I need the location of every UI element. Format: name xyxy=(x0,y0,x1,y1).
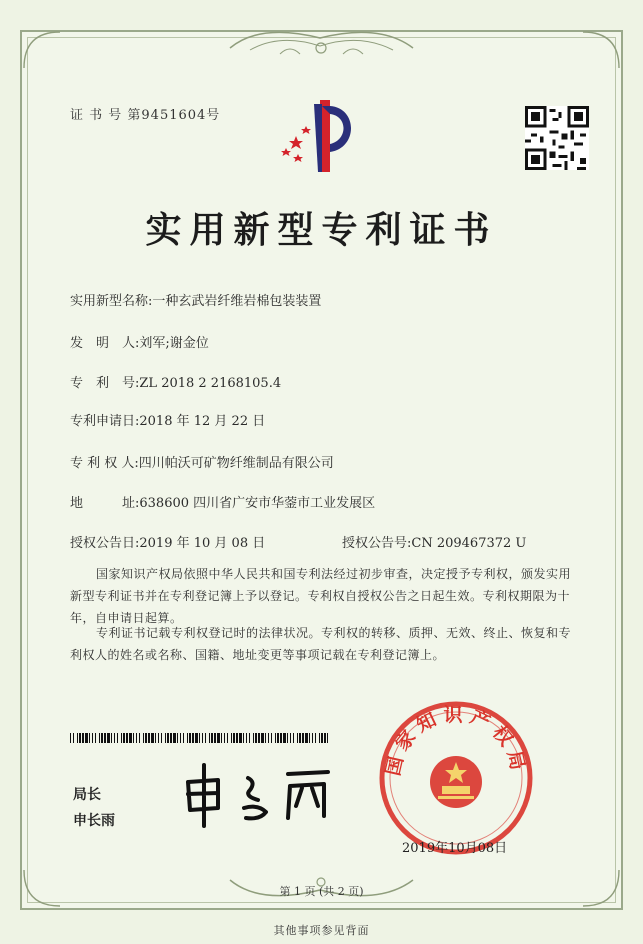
barcode-bar xyxy=(293,733,294,743)
barcode-bar xyxy=(114,733,115,743)
barcode-bar xyxy=(287,733,288,743)
barcode-bar xyxy=(187,733,188,743)
patent-number-label: 专 利 号: xyxy=(70,376,140,391)
barcode-bar xyxy=(192,733,194,743)
barcode-bar xyxy=(189,733,191,743)
barcode-bar xyxy=(167,733,169,743)
barcode-bar xyxy=(195,733,198,743)
barcode-bar xyxy=(123,733,125,743)
cnipa-logo xyxy=(272,96,362,176)
barcode-bar xyxy=(268,733,269,743)
barcode-bar xyxy=(327,733,328,743)
field-patent-number xyxy=(70,372,281,391)
field-name xyxy=(70,290,321,309)
barcode-bar xyxy=(321,733,323,743)
barcode-bar xyxy=(89,733,90,743)
barcode-bar xyxy=(136,733,137,743)
field-grant-number xyxy=(342,532,526,551)
barcode-bar xyxy=(305,733,308,743)
barcode-bar xyxy=(221,733,222,743)
page-number: 第 1 页 (共 2 页) xyxy=(279,885,364,898)
grant-number-value: CN 209467372 U xyxy=(411,536,527,551)
barcode-bar xyxy=(315,733,316,743)
barcode-bar xyxy=(224,733,225,743)
barcode-bar xyxy=(165,733,166,743)
barcode-bar xyxy=(173,733,176,743)
barcode-bar xyxy=(199,733,200,743)
barcode-bar xyxy=(101,733,103,743)
barcode-bar xyxy=(77,733,78,743)
barcode-bar xyxy=(180,733,181,743)
barcode-bar xyxy=(111,733,112,743)
inventor-label: 发 明 人: xyxy=(70,336,140,351)
filing-date-label: 专利申请日: xyxy=(70,414,140,429)
barcode-bar xyxy=(258,733,260,743)
field-filing-date xyxy=(70,410,265,429)
inventor-value: 刘军;谢金位 xyxy=(139,336,209,351)
barcode-bar xyxy=(265,733,266,743)
grant-date-value: 2019 年 10 月 08 日 xyxy=(139,536,266,551)
barcode-bar xyxy=(211,733,213,743)
top-ornament xyxy=(220,18,423,68)
field-patentee xyxy=(70,452,334,471)
barcode-bar xyxy=(217,733,220,743)
body-paragraph-2: 专利证书记载专利权登记时的法律状况。专利权的转移、质押、无效、终止、恢复和专利权人的姓名或名称、国籍、地址变更等事项记载在专利登记簿上。 xyxy=(70,626,572,662)
barcode-icon xyxy=(70,733,328,743)
barcode-bar xyxy=(324,733,326,743)
barcode-bar xyxy=(202,733,203,743)
barcode-bar xyxy=(299,733,301,743)
body-paragraph-1: 国家知识产权局依照中华人民共和国专利法经过初步审查，决定授予专利权，颁发实用新型专利证书并在专利登记簿上予以登记。专利权自授权公告之日起生效。专利权期限为十年，自申请日起算。 xyxy=(70,567,572,625)
barcode-bar xyxy=(236,733,238,743)
footer-note: 其他事项参见背面 xyxy=(273,924,370,937)
grant-number-label: 授权公告号: xyxy=(342,536,412,551)
barcode-bar xyxy=(277,733,279,743)
barcode-bar xyxy=(99,733,100,743)
barcode-bar xyxy=(283,733,286,743)
barcode-bar xyxy=(143,733,144,743)
patentee-value: 四川帕沃可矿物纤维制品有限公司 xyxy=(138,456,334,471)
filing-date-value: 2018 年 12 月 22 日 xyxy=(139,414,266,429)
barcode-bar xyxy=(92,733,93,743)
barcode-bar xyxy=(261,733,264,743)
barcode-bar xyxy=(70,733,71,743)
barcode-bar xyxy=(249,733,250,743)
barcode-bar xyxy=(170,733,172,743)
barcode-bar xyxy=(280,733,282,743)
barcode-bar xyxy=(117,733,118,743)
barcode-bar xyxy=(158,733,159,743)
barcode-bar xyxy=(243,733,244,743)
barcode-bar xyxy=(139,733,140,743)
barcode-bar xyxy=(151,733,154,743)
qr-code-icon xyxy=(525,106,589,170)
barcode-bar xyxy=(231,733,232,743)
barcode-bar xyxy=(255,733,257,743)
barcode-bar xyxy=(302,733,304,743)
barcode-bar xyxy=(271,733,272,743)
seal-text: 国家知识产权局 xyxy=(382,704,530,778)
barcode-bar xyxy=(312,733,313,743)
barcode-bar xyxy=(126,733,128,743)
handwritten-signature xyxy=(178,760,338,830)
barcode-bar xyxy=(309,733,310,743)
barcode-bar xyxy=(73,733,74,743)
barcode-bar xyxy=(121,733,122,743)
barcode-bar xyxy=(155,733,156,743)
barcode-bar xyxy=(233,733,235,743)
barcode-bar xyxy=(297,733,298,743)
corner-ornament-tr xyxy=(581,30,621,70)
field-address xyxy=(70,492,375,511)
signatory-name: 申长雨 xyxy=(73,813,115,829)
barcode-bar xyxy=(145,733,147,743)
field-inventor xyxy=(70,332,209,351)
seal-date: 2019年10月08日 xyxy=(402,841,508,856)
barcode-bar xyxy=(275,733,276,743)
barcode-bar xyxy=(85,733,88,743)
barcode-bar xyxy=(95,733,96,743)
barcode-bar xyxy=(253,733,254,743)
barcode-bar xyxy=(79,733,81,743)
barcode-bar xyxy=(82,733,84,743)
grant-date-label: 授权公告日: xyxy=(70,536,140,551)
field-grant-date xyxy=(70,532,265,551)
barcode-bar xyxy=(148,733,150,743)
barcode-bar xyxy=(205,733,206,743)
certificate-title: 实用新型专利证书 xyxy=(145,209,498,251)
barcode-bar xyxy=(319,733,320,743)
barcode-bar xyxy=(107,733,110,743)
address-label: 地 址: xyxy=(70,496,140,511)
patentee-label: 专 利 权 人: xyxy=(70,456,139,471)
barcode-bar xyxy=(239,733,242,743)
barcode-bar xyxy=(214,733,216,743)
certificate-number: 证 书 号 第9451604号 xyxy=(70,108,221,123)
official-seal xyxy=(378,700,534,856)
patent-number-value: ZL 2018 2 2168105.4 xyxy=(139,376,282,391)
barcode-bar xyxy=(133,733,134,743)
name-label: 实用新型名称: xyxy=(70,294,153,309)
address-value: 638600 四川省广安市华蓥市工业发展区 xyxy=(139,496,376,511)
barcode-bar xyxy=(183,733,184,743)
corner-ornament-tl xyxy=(22,30,62,70)
name-value: 一种玄武岩纤维岩棉包装装置 xyxy=(152,294,322,309)
barcode-bar xyxy=(209,733,210,743)
barcode-bar xyxy=(290,733,291,743)
barcode-bar xyxy=(227,733,228,743)
barcode-bar xyxy=(161,733,162,743)
barcode-bar xyxy=(177,733,178,743)
barcode-bar xyxy=(246,733,247,743)
signatory-role: 局长 xyxy=(73,787,101,803)
barcode-bar xyxy=(129,733,132,743)
barcode-bar xyxy=(104,733,106,743)
